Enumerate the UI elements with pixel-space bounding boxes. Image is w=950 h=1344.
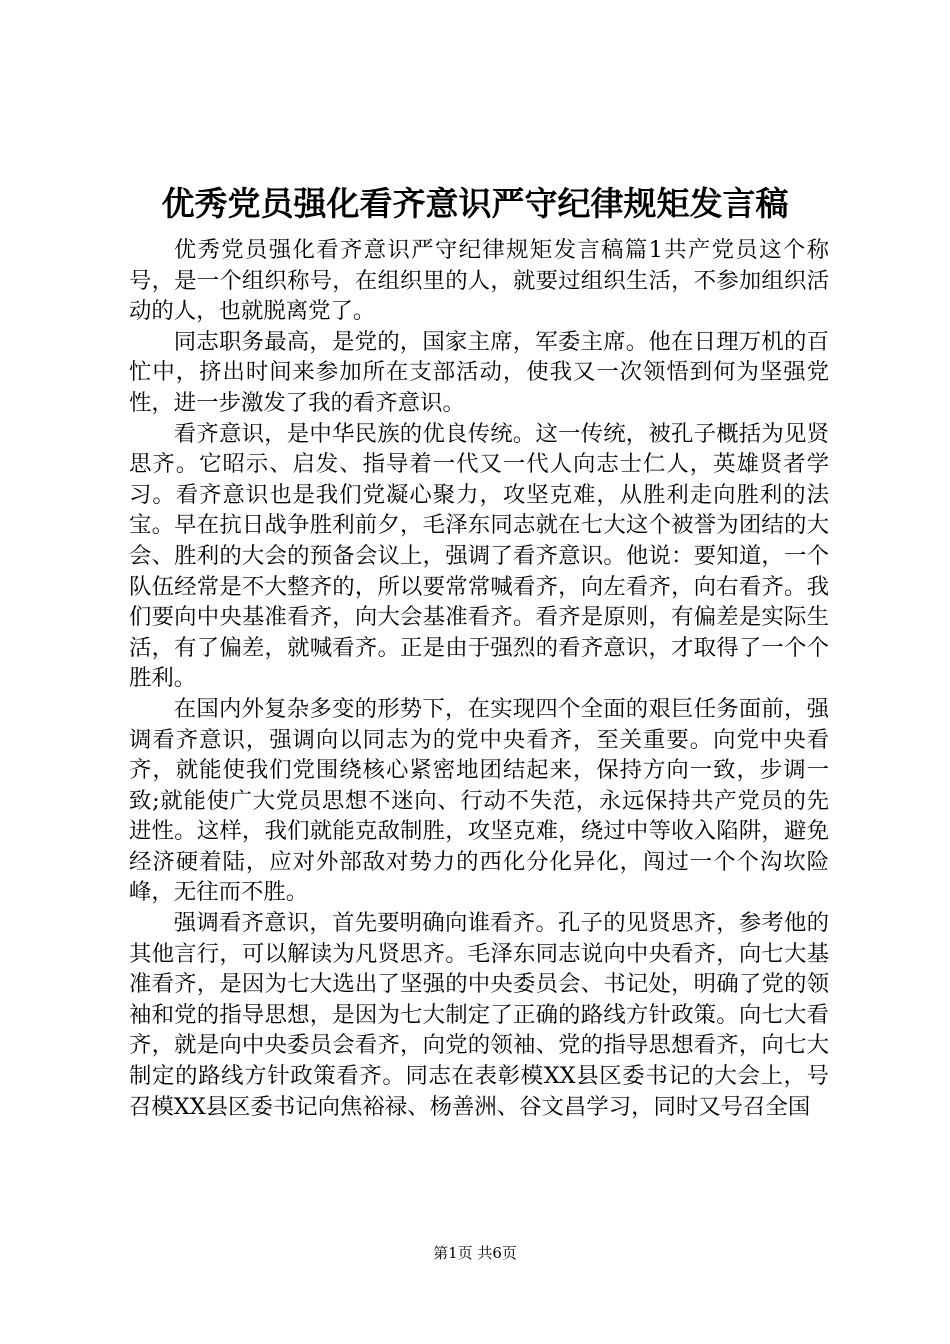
paragraph-4: 在国内外复杂多变的形势下，在实现四个全面的艰巨任务面前，强调看齐意识，强调向以同志为的党中央看齐，至关重要。向党中央看齐，就能使我们党围绕核心紧密地团结起来，保持方向一致，步调一致;就能使广大党员思想不迷向、行动不失范，永远保持共产党员的先进性。这样，我们就能克敌制胜，攻坚克难，绕过中等收入陷阱，避免经济硬着陆，应对外部敌对势力的西化分化异化，闯过一个个沟坎险峰，无往而不胜。 [129,695,829,906]
document-title: 优秀党员强化看齐意识严守纪律规矩发言稿 [161,184,789,223]
paragraph-1: 优秀党员强化看齐意识严守纪律规矩发言稿篇1共产党员这个称号，是一个组织称号，在组织里的人，就要过组织生活，不参加组织活动的人，也就脱离党了。 [129,237,829,325]
paragraph-2: 同志职务最高，是党的，国家主席，军委主席。他在日理万机的百忙中，挤出时间来参加所在支部活动，使我又一次领悟到何为坚强党性，进一步激发了我的看齐意识。 [129,328,829,416]
page-number-footer: 第1页 共6页 [433,1244,517,1262]
document-body [129,235,829,1122]
paragraph-5: 强调看齐意识，首先要明确向谁看齐。孔子的见贤思齐，参考他的其他言行，可以解读为凡贤思齐。毛泽东同志说向中央看齐，向七大基准看齐，是因为七大选出了坚强的中央委员会、书记处，明确了党的领袖和党的指导思想，是因为七大制定了正确的路线方针政策。向七大看齐，就是向中央委员会看齐，向党的领袖、党的指导思想看齐，向七大制定的路线方针政策看齐。同志在表彰模XX县区委书记的大会上，号召模XX县区委书记向焦裕禄、杨善洲、谷文昌学习，同时又号召全国 [129,910,829,1120]
paragraph-3: 看齐意识，是中华民族的优良传统。这一传统，被孔子概括为见贤思齐。它昭示、启发、指导着一代又一代人向志士仁人，英雄贤者学习。看齐意识也是我们党凝心聚力，攻坚克难，从胜利走向胜利的法宝。早在抗日战争胜利前夕，毛泽东同志就在七大这个被誉为团结的大会、胜利的大会的预备会议上，强调了看齐意识。他说：要知道，一个队伍经常是不大整齐的，所以要常常喊看齐，向左看齐，向右看齐。我们要向中央基准看齐，向大会基准看齐。看齐是原则，有偏差是实际生活，有了偏差，就喊看齐。正是由于强烈的看齐意识，才取得了一个个胜利。 [129,420,829,692]
